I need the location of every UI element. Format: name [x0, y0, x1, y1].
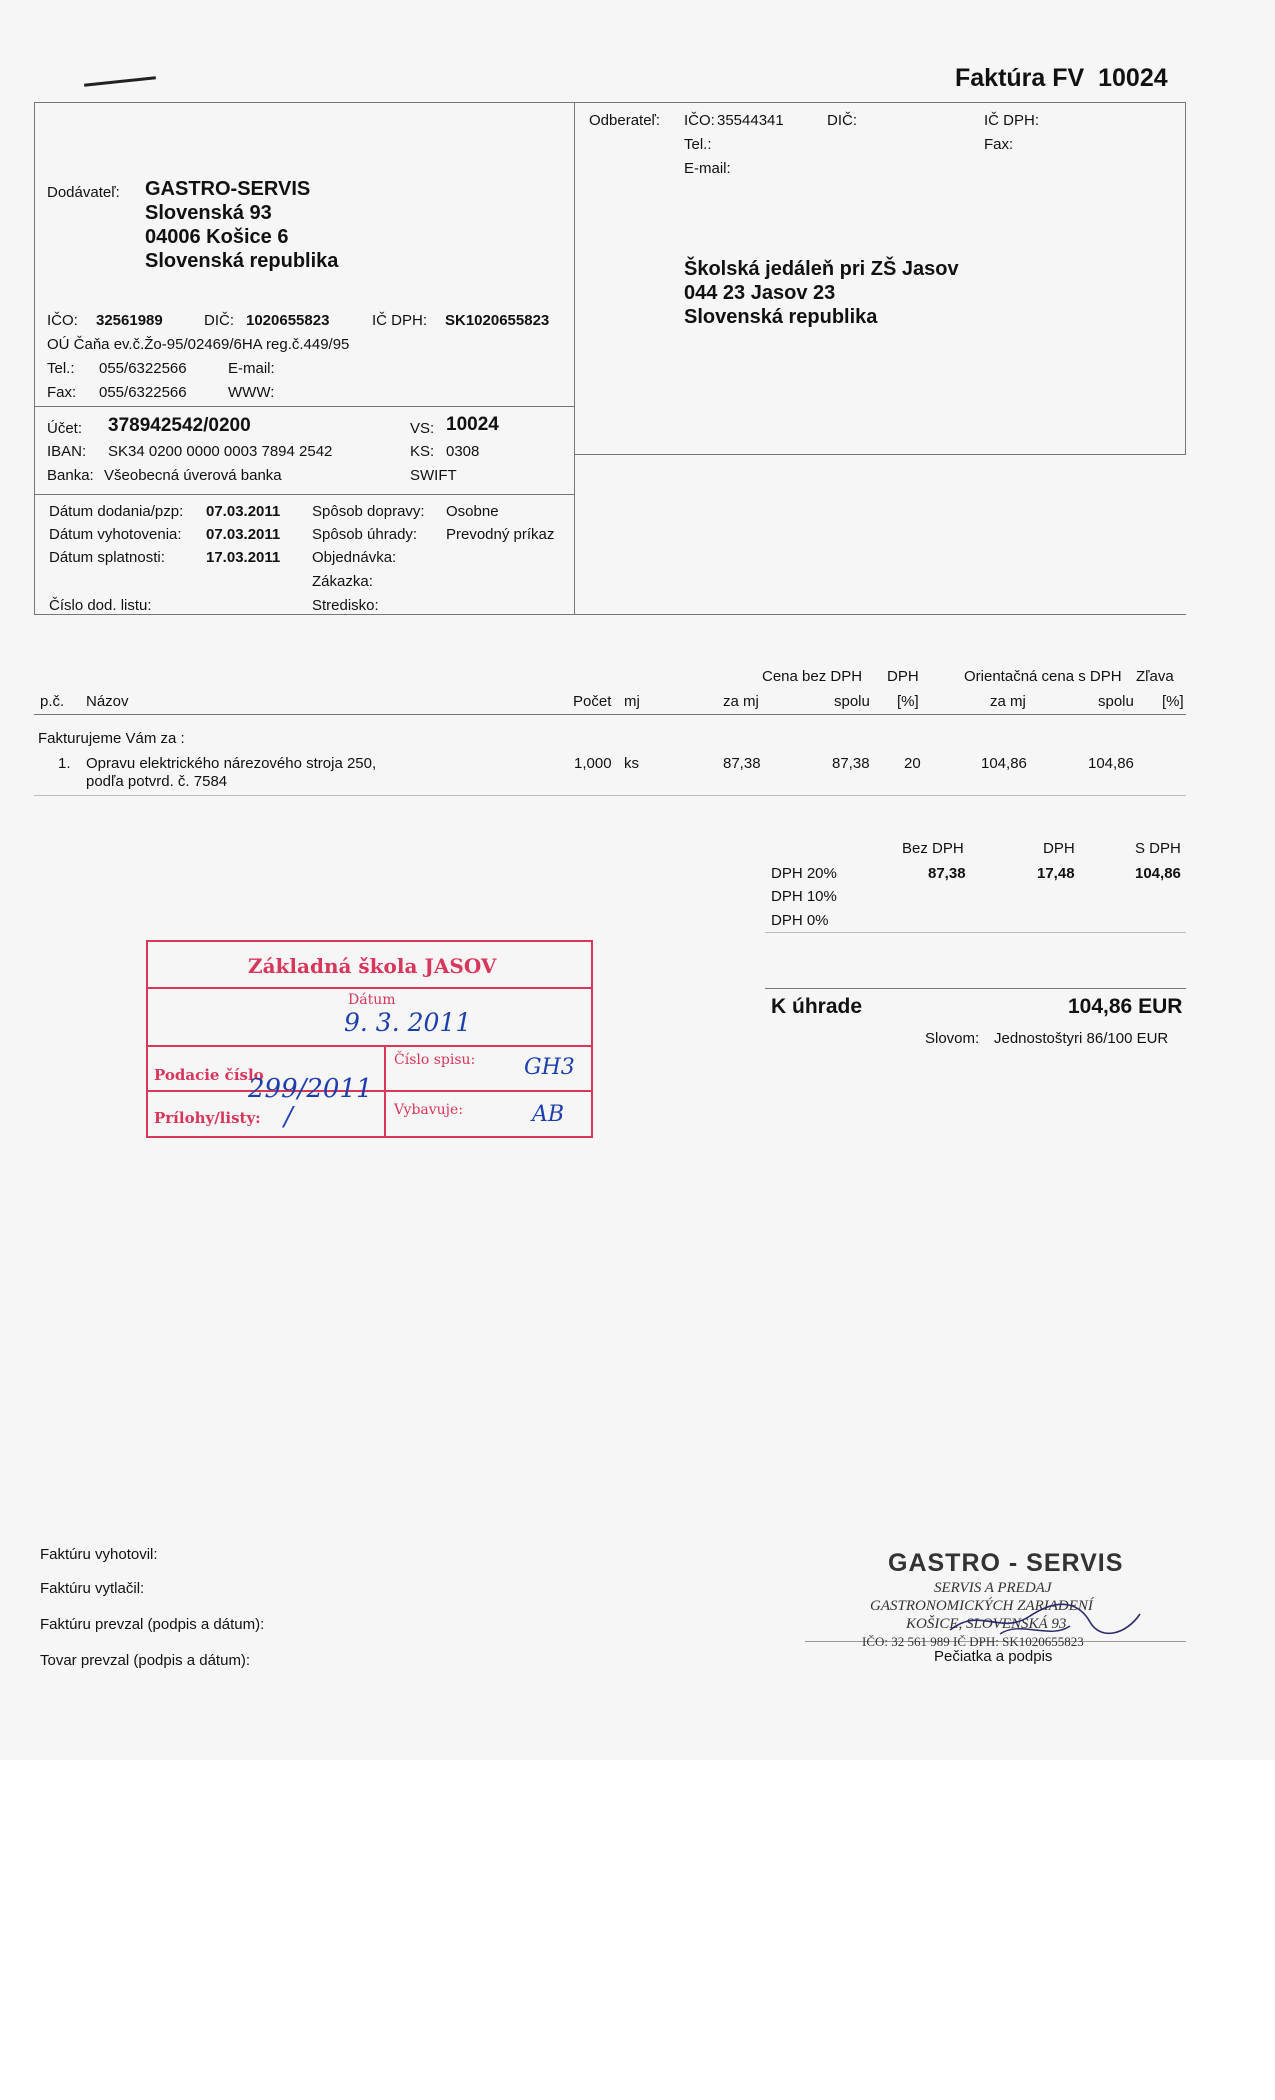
iban-label: IBAN:	[47, 443, 87, 460]
customer-fax-label: Fax:	[984, 136, 1014, 153]
header-pct-discount: [%]	[1162, 693, 1184, 710]
row-unit-dph: 104,86	[981, 755, 1027, 772]
supplier-ico: 32561989	[96, 312, 163, 329]
supplier-email-label: E-mail:	[228, 360, 275, 377]
customer-tel-label: Tel.:	[684, 136, 712, 153]
customer-divider	[574, 454, 1186, 455]
supplier-tel-label: Tel.:	[47, 360, 75, 377]
frame-bottom	[34, 614, 1186, 615]
dates-divider	[34, 494, 574, 495]
due-date: 17.03.2011	[206, 549, 281, 566]
stamp-attach: /	[284, 1102, 293, 1132]
header-price-nodph: Cena bez DPH	[762, 668, 863, 685]
pay-amount: 104,86 EUR	[1068, 995, 1183, 1018]
supplier-tel: 055/6322566	[99, 360, 187, 377]
stamp-reg-number: 299/2011	[248, 1074, 373, 1104]
customer-email-label: E-mail:	[684, 160, 731, 177]
row-total-dph: 104,86	[1088, 755, 1134, 772]
header-total-dph: spolu	[1098, 693, 1134, 710]
row-total: 87,38	[832, 755, 870, 772]
supplier-icdph: SK1020655823	[445, 312, 550, 329]
supplier-name: GASTRO-SERVIS	[145, 178, 311, 200]
iban: SK34 0200 0000 0003 7894 2542	[108, 443, 333, 460]
header-pct: [%]	[897, 693, 919, 710]
seal-caption: Pečiatka a podpis	[934, 1648, 1053, 1665]
customer-city: 044 23 Jasov 23	[684, 282, 836, 304]
frame-middle	[574, 102, 575, 614]
footer-received-by: Faktúru prevzal (podpis a dátum):	[40, 1616, 265, 1633]
header-per-mj: za mj	[723, 693, 759, 710]
seal-line-4: KOŠICE, SLOVENSKÁ 93	[906, 1616, 1067, 1632]
customer-label: Odberateľ:	[589, 112, 661, 129]
table-intro: Fakturujeme Vám za :	[38, 730, 185, 747]
summary-label-0: DPH 0%	[771, 912, 829, 929]
customer-icdph-label: IČ DPH:	[984, 112, 1040, 129]
transport-label: Spôsob dopravy:	[312, 503, 425, 520]
header-per-mj-dph: za mj	[990, 693, 1026, 710]
stamp-file: GH3	[524, 1055, 575, 1080]
stamp-reg-label: Podacie číslo	[154, 1066, 264, 1084]
summary-label-10: DPH 10%	[771, 888, 837, 905]
header-total: spolu	[834, 693, 870, 710]
header-orientational: Orientačná cena s DPH	[964, 668, 1122, 685]
summary-header-dph: DPH	[1043, 840, 1075, 857]
supplier-fax: 055/6322566	[99, 384, 187, 401]
stamp-date-label: Dátum	[348, 992, 396, 1008]
header-discount: Zľava	[1136, 668, 1174, 685]
stamp-line-1	[148, 987, 591, 989]
due-date-label: Dátum splatnosti:	[49, 549, 165, 566]
summary-base-20: 87,38	[928, 865, 966, 882]
row-dph: 20	[904, 755, 921, 772]
customer-country: Slovenská republika	[684, 306, 878, 328]
supplier-register: OÚ Čaňa ev.č.Žo-95/02469/6HA reg.č.449/95	[47, 336, 350, 353]
row-qty: 1,000	[574, 755, 612, 772]
frame-left	[34, 102, 35, 614]
supplier-country: Slovenská republika	[145, 250, 339, 272]
delivery-date: 07.03.2011	[206, 503, 281, 520]
supplier-label: Dodávateľ:	[47, 184, 120, 201]
customer-ico-label: IČO:	[684, 112, 715, 129]
pay-divider	[765, 988, 1186, 989]
summary-header-total: S DPH	[1135, 840, 1181, 857]
bank-divider	[34, 406, 574, 407]
supplier-street: Slovenská 93	[145, 202, 272, 224]
header-dph: DPH	[887, 668, 919, 685]
footer-goods-by: Tovar prevzal (podpis a dátum):	[40, 1652, 251, 1669]
handwritten-signature	[940, 1596, 1150, 1646]
customer-ico: 35544341	[717, 112, 784, 129]
row-pc: 1.	[58, 755, 71, 772]
summary-total-20: 104,86	[1135, 865, 1181, 882]
stamp-school: Základná škola JASOV	[248, 954, 497, 978]
footer-printed-by: Faktúru vytlačil:	[40, 1580, 145, 1597]
row-unit-price: 87,38	[723, 755, 761, 772]
stamp-handled-label: Vybavuje:	[394, 1102, 464, 1118]
row-mj: ks	[624, 755, 639, 772]
account-number: 378942542/0200	[108, 415, 251, 436]
header-name: Názov	[86, 693, 129, 710]
frame-right	[1185, 102, 1186, 454]
ks-number: 0308	[446, 443, 480, 460]
stamp-handled: AB	[532, 1102, 565, 1127]
seal-line-2: SERVIS A PREDAJ	[934, 1580, 1052, 1596]
pen-mark	[84, 76, 156, 87]
transport: Osobne	[446, 503, 499, 520]
frame-top	[34, 102, 1186, 103]
supplier-ico-label: IČO:	[47, 312, 78, 329]
stamp-date: 9. 3. 2011	[344, 1008, 472, 1037]
header-qty: Počet	[573, 693, 612, 710]
delivery-note-label: Číslo dod. listu:	[49, 597, 152, 614]
issue-date-label: Dátum vyhotovenia:	[49, 526, 182, 543]
footer-made-by: Faktúru vyhotovil:	[40, 1546, 158, 1563]
amount-in-words: Jednostoštyri 86/100 EUR	[994, 1030, 1169, 1047]
seal-line-5: IČO: 32 561 989 IČ DPH: SK1020655823	[862, 1634, 1084, 1649]
center-label: Stredisko:	[312, 597, 379, 614]
delivery-date-label: Dátum dodania/pzp:	[49, 503, 184, 520]
supplier-dic: 1020655823	[246, 312, 330, 329]
seal-line-3: GASTRONOMICKÝCH ZARIADENÍ	[870, 1598, 1093, 1614]
table-bottom-divider	[34, 795, 1186, 796]
table-header-divider	[34, 714, 1186, 715]
summary-divider	[765, 932, 1186, 933]
supplier-dic-label: DIČ:	[204, 312, 234, 329]
customer-dic-label: DIČ:	[827, 112, 857, 129]
vs-label: VS:	[410, 420, 435, 437]
supplier-city: 04006 Košice 6	[145, 226, 289, 248]
summary-label-20: DPH 20%	[771, 865, 837, 882]
order-label: Objednávka:	[312, 549, 397, 566]
registry-stamp	[146, 940, 593, 1138]
bank-name: Všeobecná úverová banka	[104, 467, 282, 484]
supplier-fax-label: Fax:	[47, 384, 77, 401]
summary-header-base: Bez DPH	[902, 840, 964, 857]
stamp-file-label: Číslo spisu:	[394, 1052, 476, 1068]
pay-label: K úhrade	[771, 995, 863, 1018]
vs-number: 10024	[446, 414, 499, 435]
customer-name: Školská jedáleň pri ZŠ Jasov	[684, 258, 959, 280]
header-pc: p.č.	[40, 693, 65, 710]
row-name: Opravu elektrického nárezového stroja 250,	[86, 755, 377, 772]
bank-label: Banka:	[47, 467, 94, 484]
summary-dph-20: 17,48	[1037, 865, 1075, 882]
account-label: Účet:	[47, 420, 83, 437]
invoice-title: Faktúra FV 10024	[955, 64, 1168, 92]
words-label: Slovom:	[925, 1030, 980, 1047]
payment-label: Spôsob úhrady:	[312, 526, 418, 543]
payment: Prevodný príkaz	[446, 526, 555, 543]
stamp-line-2	[148, 1045, 591, 1047]
swift-label: SWIFT	[410, 467, 457, 484]
supplier-icdph-label: IČ DPH:	[372, 312, 428, 329]
ks-label: KS:	[410, 443, 435, 460]
issue-date: 07.03.2011	[206, 526, 281, 543]
stamp-attach-label: Prílohy/listy:	[154, 1109, 261, 1127]
row-name-line2: podľa potvrd. č. 7584	[86, 773, 228, 790]
header-mj: mj	[624, 693, 640, 710]
contract-label: Zákazka:	[312, 573, 373, 590]
supplier-www-label: WWW:	[228, 384, 275, 401]
seal-line-1: GASTRO - SERVIS	[888, 1549, 1124, 1577]
